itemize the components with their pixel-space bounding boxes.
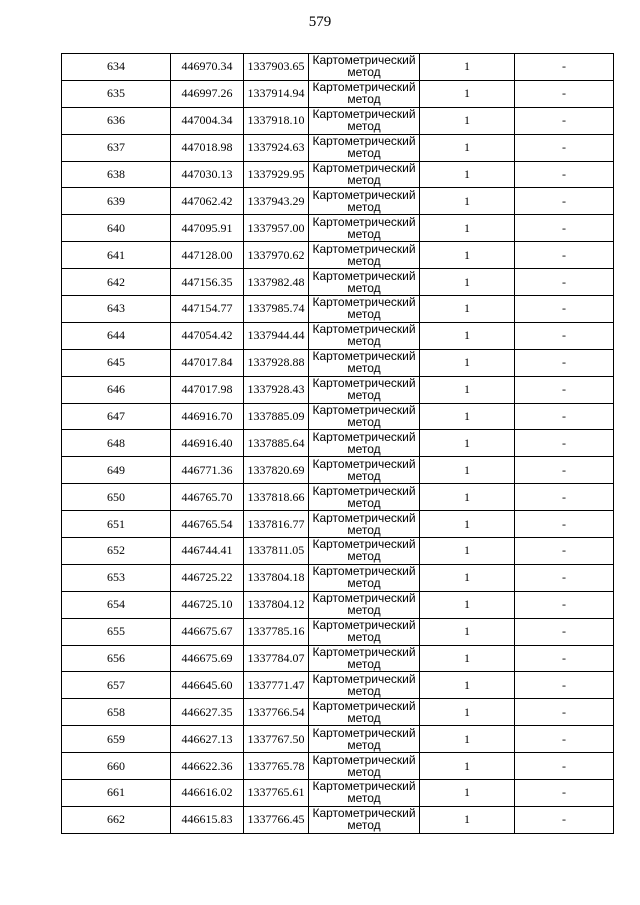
- y-coordinate-cell: 1337903.65: [244, 54, 309, 81]
- point-number-cell: 660: [62, 753, 171, 780]
- point-number-cell: 655: [62, 618, 171, 645]
- point-number-cell: 650: [62, 484, 171, 511]
- table-row: [62, 242, 614, 269]
- method-line1: Картометрический: [312, 134, 416, 149]
- method-line1: Картометрический: [312, 322, 416, 337]
- method-line1: Картометрический: [312, 806, 416, 821]
- x-coordinate-cell: 447156.35: [171, 269, 244, 296]
- point-number-cell: 643: [62, 296, 171, 323]
- method-cell: [309, 645, 420, 672]
- method-line2: метод: [347, 361, 381, 376]
- x-coordinate-cell: 446675.67: [171, 618, 244, 645]
- method-line1: Картометрический: [312, 187, 416, 202]
- method-line2: метод: [347, 468, 381, 483]
- method-line1: Картометрический: [312, 214, 416, 229]
- x-coordinate-cell: 446645.60: [171, 672, 244, 699]
- note-cell: -: [515, 349, 614, 376]
- point-number-cell: 644: [62, 322, 171, 349]
- method-line2: метод: [347, 522, 381, 537]
- method-cell: [309, 376, 420, 403]
- method-cell: [309, 188, 420, 215]
- method-line1: Картометрический: [312, 80, 416, 95]
- page-number: 579: [308, 14, 332, 30]
- method-cell: [309, 511, 420, 538]
- method-line1: Картометрический: [312, 429, 416, 444]
- point-number-cell: 641: [62, 242, 171, 269]
- x-coordinate-cell: 446675.69: [171, 645, 244, 672]
- x-coordinate-cell: 446627.13: [171, 726, 244, 753]
- method-line1: Картометрический: [312, 456, 416, 471]
- accuracy-cell: 1: [420, 780, 515, 807]
- method-line1: Картометрический: [312, 53, 416, 68]
- coordinates-table-body: [62, 54, 614, 834]
- table-row: [62, 591, 614, 618]
- method-line2: метод: [347, 307, 381, 322]
- method-line1: Картометрический: [312, 349, 416, 364]
- table-row: [62, 753, 614, 780]
- note-cell: -: [515, 188, 614, 215]
- table-row: [62, 564, 614, 591]
- y-coordinate-cell: 1337985.74: [244, 296, 309, 323]
- table-row: [62, 726, 614, 753]
- method-cell: [309, 215, 420, 242]
- method-line1: Картометрический: [312, 725, 416, 740]
- note-cell: -: [515, 672, 614, 699]
- y-coordinate-cell: 1337767.50: [244, 726, 309, 753]
- note-cell: -: [515, 403, 614, 430]
- point-number-cell: 652: [62, 538, 171, 565]
- method-cell: [309, 54, 420, 81]
- accuracy-cell: 1: [420, 645, 515, 672]
- accuracy-cell: 1: [420, 188, 515, 215]
- x-coordinate-cell: 446916.40: [171, 430, 244, 457]
- point-number-cell: 648: [62, 430, 171, 457]
- method-line2: метод: [347, 549, 381, 564]
- note-cell: -: [515, 645, 614, 672]
- note-cell: -: [515, 80, 614, 107]
- y-coordinate-cell: 1337818.66: [244, 484, 309, 511]
- y-coordinate-cell: 1337928.43: [244, 376, 309, 403]
- method-line1: Картометрический: [312, 295, 416, 310]
- table-row: [62, 672, 614, 699]
- method-cell: [309, 269, 420, 296]
- note-cell: -: [515, 564, 614, 591]
- accuracy-cell: 1: [420, 269, 515, 296]
- method-cell: [309, 618, 420, 645]
- table-row: [62, 538, 614, 565]
- note-cell: -: [515, 296, 614, 323]
- point-number-cell: 645: [62, 349, 171, 376]
- method-line1: Картометрический: [312, 268, 416, 283]
- x-coordinate-cell: 446627.35: [171, 699, 244, 726]
- table-row: [62, 645, 614, 672]
- point-number-cell: 642: [62, 269, 171, 296]
- accuracy-cell: 1: [420, 753, 515, 780]
- y-coordinate-cell: 1337816.77: [244, 511, 309, 538]
- x-coordinate-cell: 447017.98: [171, 376, 244, 403]
- method-cell: [309, 484, 420, 511]
- method-cell: [309, 726, 420, 753]
- y-coordinate-cell: 1337784.07: [244, 645, 309, 672]
- method-line1: Картометрический: [312, 564, 416, 579]
- note-cell: -: [515, 269, 614, 296]
- accuracy-cell: 1: [420, 538, 515, 565]
- note-cell: -: [515, 215, 614, 242]
- y-coordinate-cell: 1337766.54: [244, 699, 309, 726]
- x-coordinate-cell: 446970.34: [171, 54, 244, 81]
- note-cell: -: [515, 484, 614, 511]
- method-line2: метод: [347, 495, 381, 510]
- accuracy-cell: 1: [420, 511, 515, 538]
- accuracy-cell: 1: [420, 430, 515, 457]
- method-line1: Картометрический: [312, 376, 416, 391]
- point-number-cell: 654: [62, 591, 171, 618]
- y-coordinate-cell: 1337982.48: [244, 269, 309, 296]
- y-coordinate-cell: 1337766.45: [244, 806, 309, 833]
- point-number-cell: 640: [62, 215, 171, 242]
- table-row: [62, 296, 614, 323]
- method-line2: метод: [347, 791, 381, 806]
- method-line1: Картометрический: [312, 752, 416, 767]
- x-coordinate-cell: 446725.22: [171, 564, 244, 591]
- y-coordinate-cell: 1337804.12: [244, 591, 309, 618]
- table-row: [62, 161, 614, 188]
- method-cell: [309, 591, 420, 618]
- note-cell: -: [515, 430, 614, 457]
- table-row: [62, 269, 614, 296]
- y-coordinate-cell: 1337765.61: [244, 780, 309, 807]
- x-coordinate-cell: 447062.42: [171, 188, 244, 215]
- table-row: [62, 376, 614, 403]
- method-line1: Картометрический: [312, 161, 416, 175]
- method-line2: метод: [347, 253, 381, 268]
- accuracy-cell: 1: [420, 726, 515, 753]
- table-row: [62, 780, 614, 807]
- x-coordinate-cell: 447054.42: [171, 322, 244, 349]
- table-row: [62, 430, 614, 457]
- method-line2: метод: [347, 415, 381, 430]
- table-row: [62, 54, 614, 81]
- method-line2: метод: [347, 683, 381, 698]
- method-line1: Картометрический: [312, 645, 416, 660]
- accuracy-cell: 1: [420, 484, 515, 511]
- note-cell: -: [515, 753, 614, 780]
- accuracy-cell: 1: [420, 349, 515, 376]
- method-line2: метод: [347, 173, 381, 187]
- x-coordinate-cell: 447128.00: [171, 242, 244, 269]
- table-row: [62, 215, 614, 242]
- point-number-cell: 636: [62, 107, 171, 134]
- coordinates-table: [61, 53, 614, 834]
- note-cell: -: [515, 780, 614, 807]
- x-coordinate-cell: 446622.36: [171, 753, 244, 780]
- note-cell: -: [515, 726, 614, 753]
- x-coordinate-cell: 447017.84: [171, 349, 244, 376]
- note-cell: -: [515, 376, 614, 403]
- method-cell: [309, 753, 420, 780]
- x-coordinate-cell: 446916.70: [171, 403, 244, 430]
- y-coordinate-cell: 1337765.78: [244, 753, 309, 780]
- point-number-cell: 638: [62, 161, 171, 188]
- x-coordinate-cell: 446765.70: [171, 484, 244, 511]
- note-cell: -: [515, 242, 614, 269]
- method-cell: [309, 806, 420, 833]
- x-coordinate-cell: 446771.36: [171, 457, 244, 484]
- table-row: [62, 699, 614, 726]
- y-coordinate-cell: 1337918.10: [244, 107, 309, 134]
- method-line2: метод: [347, 764, 381, 779]
- point-number-cell: 639: [62, 188, 171, 215]
- point-number-cell: 649: [62, 457, 171, 484]
- method-line2: метод: [347, 737, 381, 752]
- method-line1: Картометрический: [312, 537, 416, 552]
- method-line2: метод: [347, 146, 381, 161]
- method-line1: Картометрический: [312, 107, 416, 122]
- note-cell: -: [515, 107, 614, 134]
- method-line2: метод: [347, 65, 381, 80]
- method-line2: метод: [347, 603, 381, 618]
- x-coordinate-cell: 446725.10: [171, 591, 244, 618]
- note-cell: -: [515, 322, 614, 349]
- method-cell: [309, 349, 420, 376]
- method-cell: [309, 161, 420, 188]
- method-line2: метод: [347, 576, 381, 591]
- y-coordinate-cell: 1337914.94: [244, 80, 309, 107]
- y-coordinate-cell: 1337771.47: [244, 672, 309, 699]
- method-line2: метод: [347, 226, 381, 241]
- method-line2: метод: [347, 441, 381, 456]
- note-cell: -: [515, 161, 614, 188]
- accuracy-cell: 1: [420, 107, 515, 134]
- note-cell: -: [515, 591, 614, 618]
- y-coordinate-cell: 1337811.05: [244, 538, 309, 565]
- x-coordinate-cell: 446744.41: [171, 538, 244, 565]
- note-cell: -: [515, 699, 614, 726]
- table-row: [62, 322, 614, 349]
- table-row: [62, 188, 614, 215]
- point-number-cell: 647: [62, 403, 171, 430]
- point-number-cell: 657: [62, 672, 171, 699]
- accuracy-cell: 1: [420, 161, 515, 188]
- method-line1: Картометрический: [312, 241, 416, 256]
- method-cell: [309, 80, 420, 107]
- table-row: [62, 403, 614, 430]
- table-row: [62, 80, 614, 107]
- method-cell: [309, 699, 420, 726]
- method-line2: метод: [347, 710, 381, 725]
- method-line2: метод: [347, 280, 381, 295]
- x-coordinate-cell: 446615.83: [171, 806, 244, 833]
- accuracy-cell: 1: [420, 296, 515, 323]
- y-coordinate-cell: 1337943.29: [244, 188, 309, 215]
- point-number-cell: 659: [62, 726, 171, 753]
- x-coordinate-cell: 446765.54: [171, 511, 244, 538]
- method-line2: метод: [347, 199, 381, 214]
- y-coordinate-cell: 1337944.44: [244, 322, 309, 349]
- note-cell: -: [515, 134, 614, 161]
- note-cell: -: [515, 54, 614, 81]
- x-coordinate-cell: 447004.34: [171, 107, 244, 134]
- point-number-cell: 635: [62, 80, 171, 107]
- accuracy-cell: 1: [420, 672, 515, 699]
- method-cell: [309, 430, 420, 457]
- note-cell: -: [515, 511, 614, 538]
- method-cell: [309, 107, 420, 134]
- method-line2: метод: [347, 818, 381, 833]
- method-line1: Картометрический: [312, 483, 416, 498]
- method-cell: [309, 322, 420, 349]
- method-line1: Картометрический: [312, 671, 416, 686]
- accuracy-cell: 1: [420, 242, 515, 269]
- y-coordinate-cell: 1337820.69: [244, 457, 309, 484]
- note-cell: -: [515, 806, 614, 833]
- note-cell: -: [515, 457, 614, 484]
- x-coordinate-cell: 447018.98: [171, 134, 244, 161]
- point-number-cell: 637: [62, 134, 171, 161]
- note-cell: -: [515, 538, 614, 565]
- y-coordinate-cell: 1337885.09: [244, 403, 309, 430]
- method-line1: Картометрический: [312, 591, 416, 606]
- point-number-cell: 646: [62, 376, 171, 403]
- method-cell: [309, 134, 420, 161]
- table-row: [62, 484, 614, 511]
- accuracy-cell: 1: [420, 54, 515, 81]
- y-coordinate-cell: 1337957.00: [244, 215, 309, 242]
- x-coordinate-cell: 447030.13: [171, 161, 244, 188]
- point-number-cell: 661: [62, 780, 171, 807]
- table-row: [62, 618, 614, 645]
- y-coordinate-cell: 1337929.95: [244, 161, 309, 188]
- method-cell: [309, 296, 420, 323]
- accuracy-cell: 1: [420, 457, 515, 484]
- x-coordinate-cell: 447095.91: [171, 215, 244, 242]
- method-line2: метод: [347, 630, 381, 645]
- point-number-cell: 651: [62, 511, 171, 538]
- method-cell: [309, 457, 420, 484]
- method-cell: [309, 672, 420, 699]
- method-line1: Картометрический: [312, 618, 416, 633]
- y-coordinate-cell: 1337804.18: [244, 564, 309, 591]
- y-coordinate-cell: 1337885.64: [244, 430, 309, 457]
- method-cell: [309, 780, 420, 807]
- point-number-cell: 656: [62, 645, 171, 672]
- table-row: [62, 511, 614, 538]
- x-coordinate-cell: 447154.77: [171, 296, 244, 323]
- accuracy-cell: 1: [420, 134, 515, 161]
- y-coordinate-cell: 1337928.88: [244, 349, 309, 376]
- x-coordinate-cell: 446997.26: [171, 80, 244, 107]
- method-line1: Картометрический: [312, 779, 416, 794]
- method-line2: метод: [347, 119, 381, 134]
- method-line2: метод: [347, 334, 381, 349]
- table-row: [62, 806, 614, 833]
- method-line2: метод: [347, 388, 381, 403]
- method-line2: метод: [347, 92, 381, 107]
- accuracy-cell: 1: [420, 591, 515, 618]
- method-line2: метод: [347, 657, 381, 672]
- point-number-cell: 634: [62, 54, 171, 81]
- method-cell: [309, 242, 420, 269]
- method-line1: Картометрический: [312, 403, 416, 418]
- accuracy-cell: 1: [420, 699, 515, 726]
- point-number-cell: 658: [62, 699, 171, 726]
- method-line1: Картометрический: [312, 698, 416, 713]
- accuracy-cell: 1: [420, 806, 515, 833]
- point-number-cell: 662: [62, 806, 171, 833]
- method-cell: [309, 403, 420, 430]
- method-cell: [309, 564, 420, 591]
- y-coordinate-cell: 1337970.62: [244, 242, 309, 269]
- y-coordinate-cell: 1337924.63: [244, 134, 309, 161]
- point-number-cell: 653: [62, 564, 171, 591]
- table-row: [62, 134, 614, 161]
- note-cell: -: [515, 618, 614, 645]
- table-row: [62, 107, 614, 134]
- accuracy-cell: 1: [420, 618, 515, 645]
- y-coordinate-cell: 1337785.16: [244, 618, 309, 645]
- accuracy-cell: 1: [420, 215, 515, 242]
- table-row: [62, 457, 614, 484]
- accuracy-cell: 1: [420, 564, 515, 591]
- method-line1: Картометрический: [312, 510, 416, 525]
- x-coordinate-cell: 446616.02: [171, 780, 244, 807]
- accuracy-cell: 1: [420, 322, 515, 349]
- accuracy-cell: 1: [420, 80, 515, 107]
- method-cell: [309, 538, 420, 565]
- accuracy-cell: 1: [420, 403, 515, 430]
- table-row: [62, 349, 614, 376]
- accuracy-cell: 1: [420, 376, 515, 403]
